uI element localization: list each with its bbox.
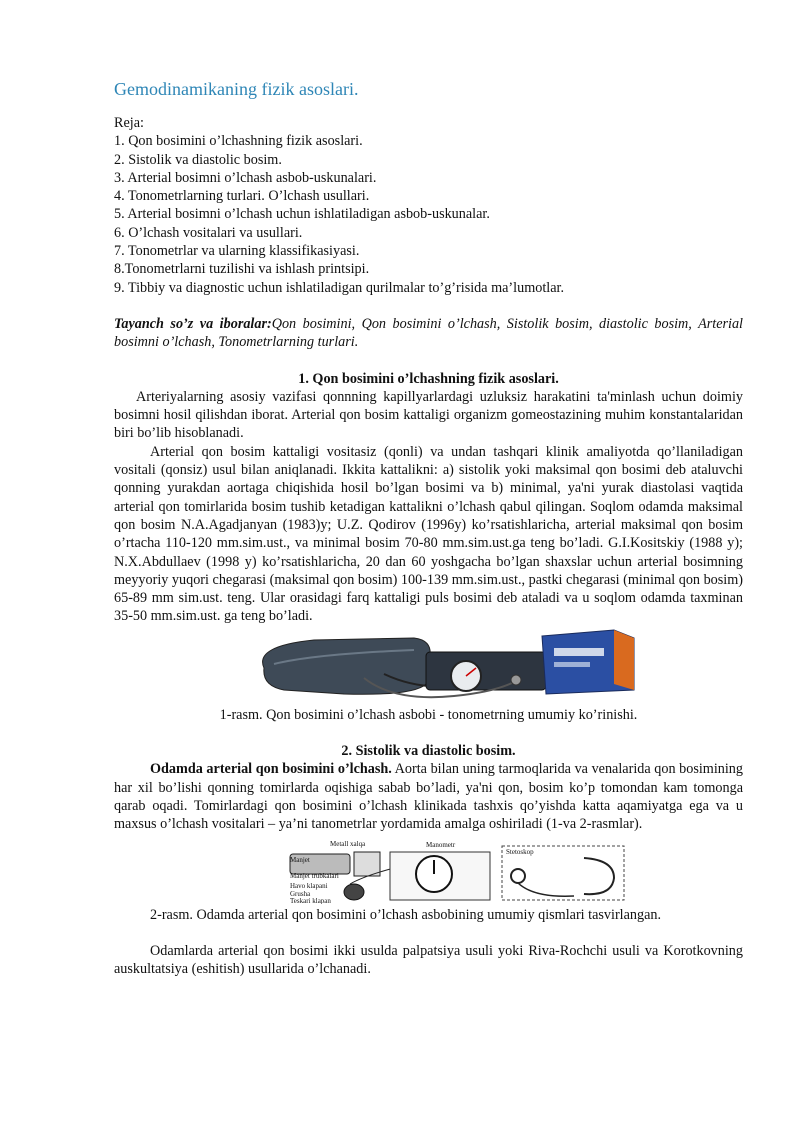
stethoscope-head — [511, 675, 521, 685]
bulb-drawing — [344, 884, 364, 900]
page-title: Gemodinamikaning fizik asoslari. — [114, 79, 359, 99]
plan-item: 6. O’lchash vositalari va usullari. — [114, 224, 303, 241]
box-stripe — [554, 662, 590, 667]
plan-item: 2. Sistolik va diastolic bosim. — [114, 151, 282, 168]
section1-paragraph-2: Arterial qon bosim kattaligi vositasiz (qonli) va undan tashqari klinik amaliyotda qo’llaniladigan vositali (qonsiz) usul bilan aniqlanadi. Ikkita kattalikni: a) sistolik yoki maksimal qon bosimi deb ataluvchi qonning yurakdan aortaga chiqishida hosil bo’lgan bosimi va b) minimal, ya'ni yurak diastolasi vaqtida arterial qon tomirlarida bosim tushib ketadigan kattalikni o’lchash qabul qilingan. Soqlom odamda maksimal qon bosim N.A.Agadjanyan (1983)y; U.Z. Qodirov (1996y) ko’rsatishlaricha, arterial maksimal qon bosim o’rtacha 110-120 mm.sim.ust., va minimal bosim 70-80 mm.sim.ust.ga teng bo’ladi. G.I.Kositskiy (1988 y); N.X.Abdullaev (1998 y) ko’rsatishlaricha, 20 dan 60 yoshgacha bo’lgan shaxslar uchun arterial bosimning meyyoriy yuqori chegarasi (maksimal qon bosim) 100-139 mm.sim.ust., pastki chegarasi (minimal qon bosim) 65-89 mm sim.ust. teng. Ular orasidagi farq kattaligi puls bosimi deb ataladi va u soqlom odamda taxminan 35-50 mm.sim.ust. ga teng bo’ladi. — [114, 443, 743, 625]
keywords-label: Tayanch so’z va iboralar: — [114, 315, 272, 332]
plan-item: 9. Tibbiy va diagnostic uchun ishlatiladigan qurilmalar to’g’risida ma’lumotlar. — [114, 279, 564, 296]
section1-heading: 1. Qon bosimini o’lchashning fizik asoslari. — [298, 370, 559, 387]
label-manometr: Manometr — [426, 840, 456, 849]
plan-item: 1. Qon bosimini o’lchashning fizik asoslari. — [114, 133, 363, 150]
keywords-text: Qon bosimini, Qon bosimini o’lchash, Sistolik bosim, diastolic bosim, Arterial bosimni o’lchash, Tonometrlarning turlari. — [114, 315, 744, 351]
stethoscope-chestpiece — [511, 869, 525, 883]
plan-block — [114, 114, 743, 297]
label-metall-xalqa: Metall xalqa — [330, 839, 366, 848]
spacer — [114, 924, 743, 942]
tonometer-parts-diagram — [114, 838, 743, 904]
stethoscope-tubes — [584, 858, 614, 894]
plan-item: 8.Tonometrlarni tuzilishi va ishlash printsipi. — [114, 261, 370, 278]
keywords-paragraph — [114, 315, 743, 352]
section2-heading: 2. Sistolik va diastolic bosim. — [341, 743, 516, 760]
tonometer-figure — [114, 628, 743, 706]
figure2-caption: 2-rasm. Odamda arterial qon bosimini o’lchash asbobining umumiy qismlari tasvirlangan. — [150, 906, 662, 923]
spacer — [114, 724, 743, 742]
device-case — [426, 652, 546, 690]
cuff-shape — [263, 638, 431, 694]
figure1-caption: 1-rasm. Qon bosimini o’lchash asbobi - tonometrning umumiy ko’rinishi. — [219, 706, 638, 723]
tonometer-illustration — [114, 628, 743, 706]
product-box-side — [614, 630, 634, 690]
section2-lead-text: Aorta bilan uning tarmoqlarida va venalarida qon bosimining har xil bo’lishi qonning tomirlarda oqishiga sabab bo’ladi, ya'ni qon, bosim ko’p tomondan kam tomonga qarab oqadi. Tomirlardagi qon bosimini o’lchash klinikada tashxis qo’yishda katta aqamiyatga ega va u maxsus o’lchash vositalari – ya’ni tanometrlar yordamida amalga oshiriladi (1-va 2-rasmlar). — [114, 761, 743, 833]
box-stripe — [554, 648, 604, 656]
section1-paragraph-1: Arteriyalarning asosiy vazifasi qonnning kapillyarlardagi uzluksiz harakatini ta'minlash uchun doimiy bosimni hosil qilishdan iborat. Arterial qon bosim kattaligi organizm gomeostazining muhim konstantalaridan biri bo’lib hisoblanadi. — [114, 388, 743, 442]
metal-ring-drawing — [354, 852, 380, 876]
section2-lead-bold: Odamda arterial qon bosimini o’lchash. — [150, 761, 392, 778]
plan-heading: Reja: — [114, 115, 144, 131]
plan-item: 7. Tonometrlar va ularning klassifikasiyasi. — [114, 243, 360, 260]
stethoscope-cable — [518, 883, 574, 896]
label-grusha: Grusha — [290, 889, 311, 898]
section2-paragraph-1 — [114, 760, 743, 833]
label-stetoskop: Stetoskop — [506, 847, 534, 856]
label-manjet-trubkalari: Manjet trubkalari — [290, 871, 339, 880]
tonometer-parts-figure — [114, 838, 743, 904]
section2-final-paragraph: Odamlarda arterial qon bosimi ikki usulda palpatsiya usuli yoki Riva-Rochchi usuli va Korotkovning auskultatsiya (eshitish) usullarida o’lchanadi. — [114, 942, 743, 978]
plan-item: 5. Arterial bosimni o’lchash uchun ishlatiladigan asbob-uskunalar. — [114, 206, 490, 223]
plan-item: 3. Arterial bosimni o’lchash asbob-uskunalari. — [114, 169, 377, 186]
plan-item: 4. Tonometrlarning turlari. O’lchash usullari. — [114, 188, 370, 205]
label-manjet: Manjet — [290, 855, 310, 864]
label-havo-klapani: Havo klapani — [290, 881, 328, 890]
document-page — [114, 78, 743, 978]
label-teskari-klapan: Teskari klapan — [290, 896, 331, 904]
